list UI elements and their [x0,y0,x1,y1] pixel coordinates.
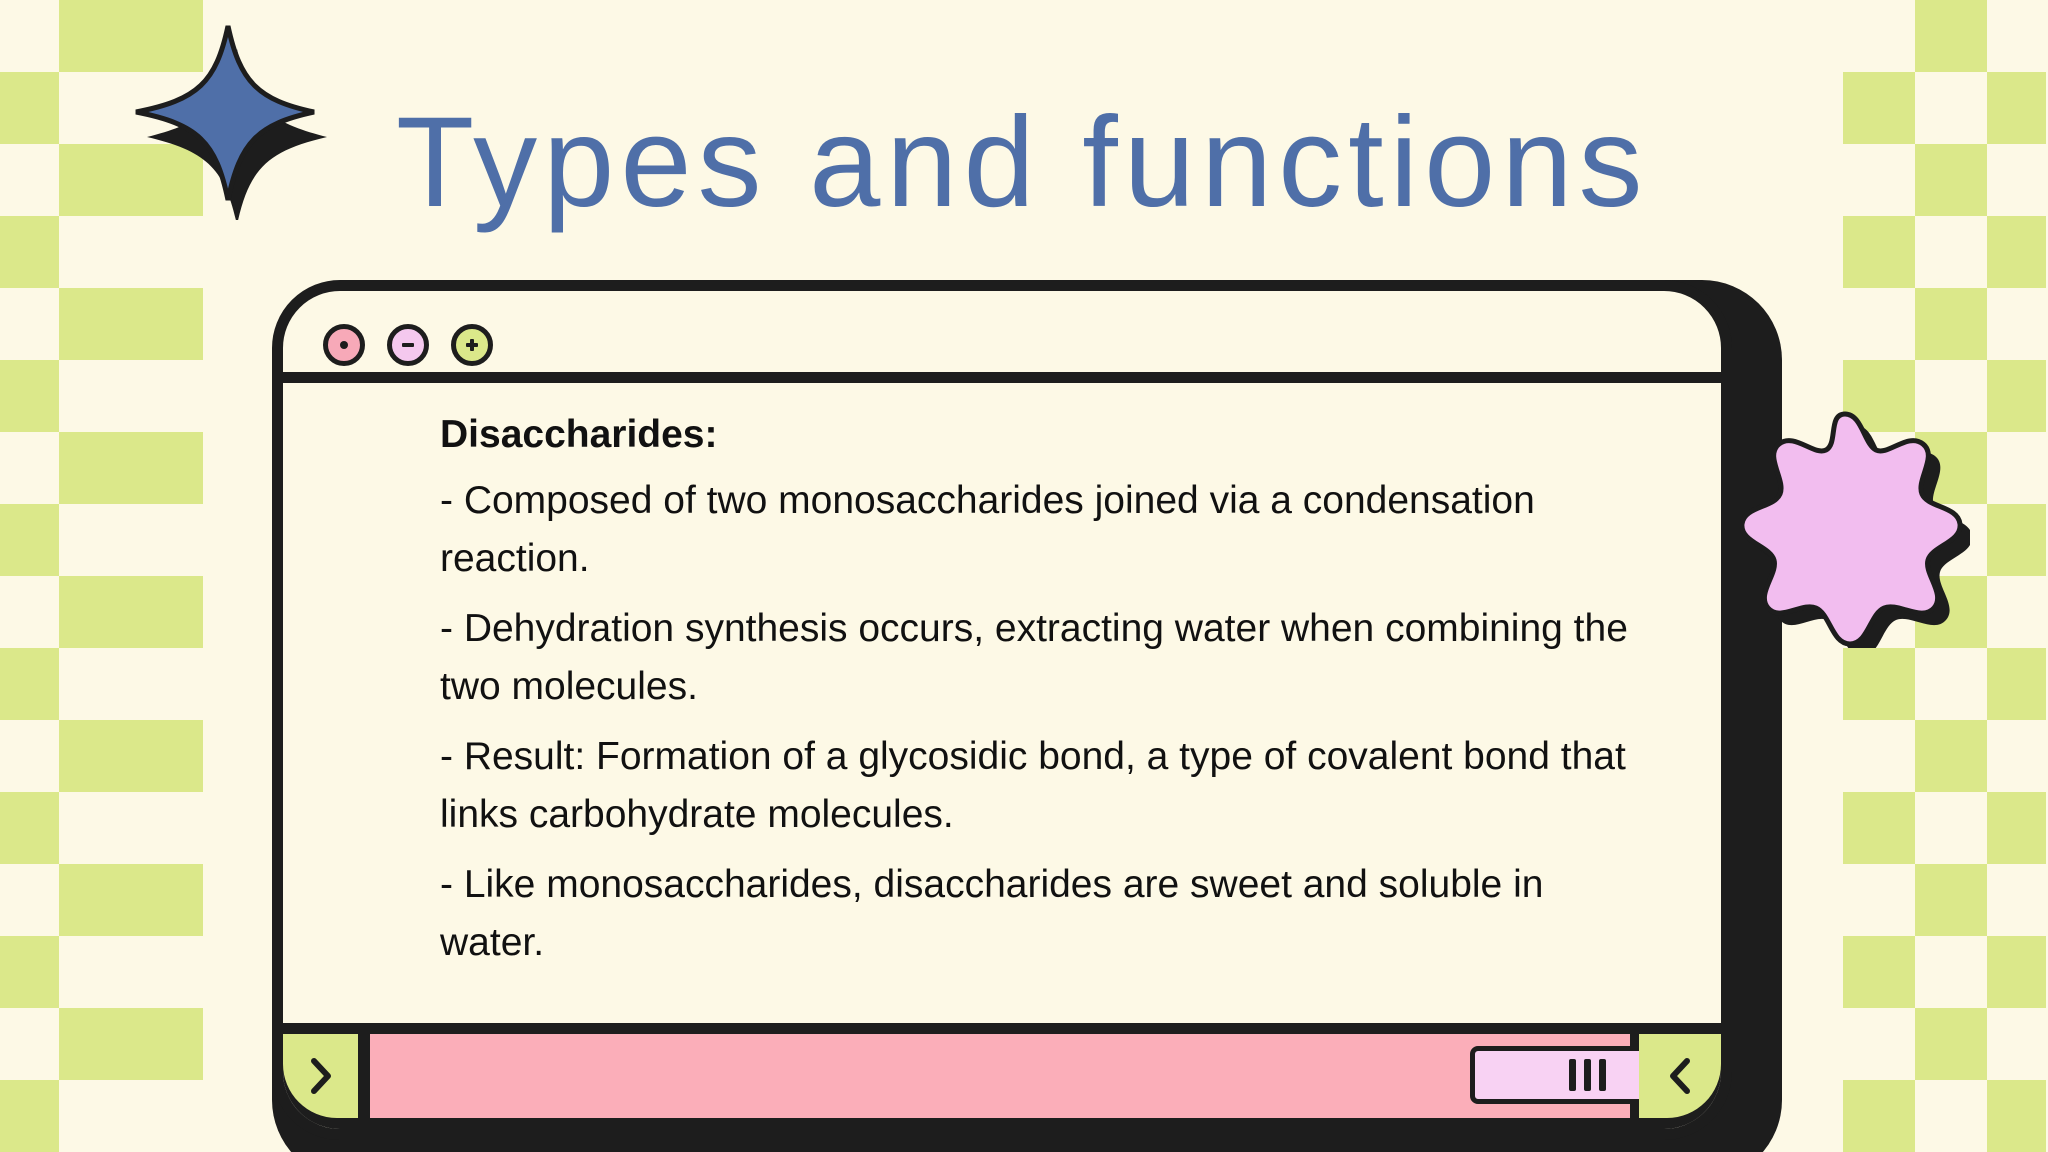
scroll-left-button[interactable] [283,1034,358,1118]
close-button[interactable] [323,324,365,366]
minimize-button[interactable] [387,324,429,366]
window-titlebar [283,291,1721,383]
grip-line [1569,1059,1576,1091]
window-frame [272,280,1732,1140]
horizontal-scrollbar [283,1023,1721,1129]
chevron-right-icon [306,1055,336,1097]
grip-line [1584,1059,1591,1091]
bullet-paragraph: - Dehydration synthesis occurs, extracting water when combining the two molecules. [440,607,1628,708]
slide-title: Types and functions [396,91,1649,234]
plus-icon [463,336,481,354]
dot-icon [336,337,352,353]
maximize-button[interactable] [451,324,493,366]
bullet-paragraph: - Result: Formation of a glycosidic bond, a type of covalent bond that links carbohydrate molecules. [440,735,1626,836]
bullet-paragraph: - Composed of two monosaccharides joined via a condensation reaction. [440,479,1535,580]
grip-line [1599,1059,1606,1091]
window-content [440,406,1640,984]
minus-icon [399,336,417,354]
scroll-track[interactable] [370,1034,1630,1118]
scroll-right-button[interactable] [1639,1034,1721,1118]
content-heading: Disaccharides: [440,413,718,456]
sparkle-star-icon [128,20,328,220]
chevron-left-icon [1665,1055,1695,1097]
bullet-paragraph: - Like monosaccharides, disaccharides are sweet and soluble in water. [440,863,1544,964]
flower-icon [1740,408,1970,648]
